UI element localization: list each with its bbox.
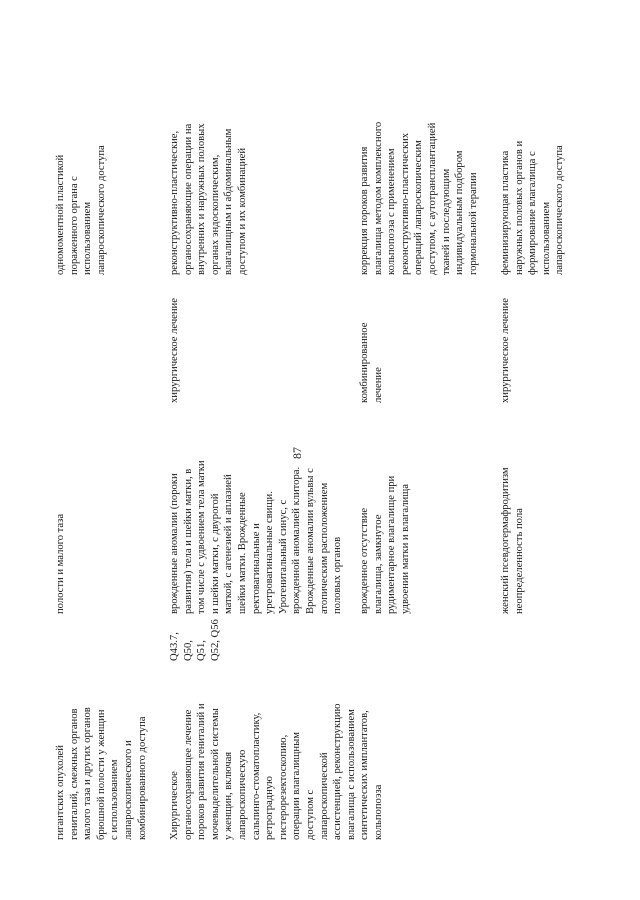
treatment-name-cell: Хирургическое органосохраняющее лечение пороков развития гениталий и мочевыделительной системы у женщин, включая лапароскопическую сальпинго-стоматопластику, ретроградную гистерорезектоскопию, операции влагалищным доступом с лапароскопической ассистенцией, реконструкцию влагалища с использованием синтетических имплантатов, кольпопоэза: [169, 703, 384, 840]
treatment-method-1-cell: реконструктивно-пластические, органосохраняющие операции на внутренних и наружных половых органах эндоскопическим, влагалищным и абдоминальным доступом и их комбинацией: [169, 123, 248, 275]
treatment-method-3-cell: феминизирующая пластика наружных половых органов и формирование влагалища с использованием лапароскопического доступа: [500, 140, 566, 275]
rotated-table: [50, 60, 590, 840]
icd-codes-cell: Q43.7, Q50, Q51, Q52, Q56: [169, 619, 221, 661]
treatment-type-1-cell: хирургическое лечение: [169, 298, 180, 403]
patient-model-2-cell: врожденное отсутствие влагалища, замкнутое рудиментарное влагалище при удвоении матки и влагалища: [359, 475, 411, 614]
top-row-model-cell: полости и малого таза: [55, 513, 66, 614]
patient-model-3-cell: женский псевдогермафродитизм неопределенность пола: [500, 467, 525, 614]
top-row-method-cell: одномоментной пластикой пораженного органа с использованием лапароскопического доступа: [55, 145, 107, 275]
page-number: 87: [290, 447, 304, 459]
patient-model-1-cell: врожденные аномалии (пороки развития) тела и шейки матки, в том числе с удвоением тела матки и шейки матки, с двурогой маткой, с агенезией и аплазией шейки матки. Врожденные ректовагинальные и уретровагинальные свищи. Урогенитальный синус, с врожденной аномалией клитора. Врожденные аномалии вульвы с атопическим расположением половых органов: [169, 460, 344, 614]
treatment-type-3-cell: хирургическое лечение: [500, 298, 511, 403]
treatment-method-2-cell: коррекция пороков развития влагалища методом комплексного кольпопоэза с применением реконструктивно-пластических операций лапароскопическим доступом, с аутотрансплантацией тканей и последующим индивидуальным подбором гормональной терапии: [359, 121, 479, 275]
top-row-name-cell: гигантских опухолей гениталий, смежных органов малого таза и других органов брюшной полости у женщин с использованием лапароскопического и комбинированного доступа: [55, 707, 148, 840]
treatment-type-2-cell: комбинированное лечение: [359, 322, 384, 403]
